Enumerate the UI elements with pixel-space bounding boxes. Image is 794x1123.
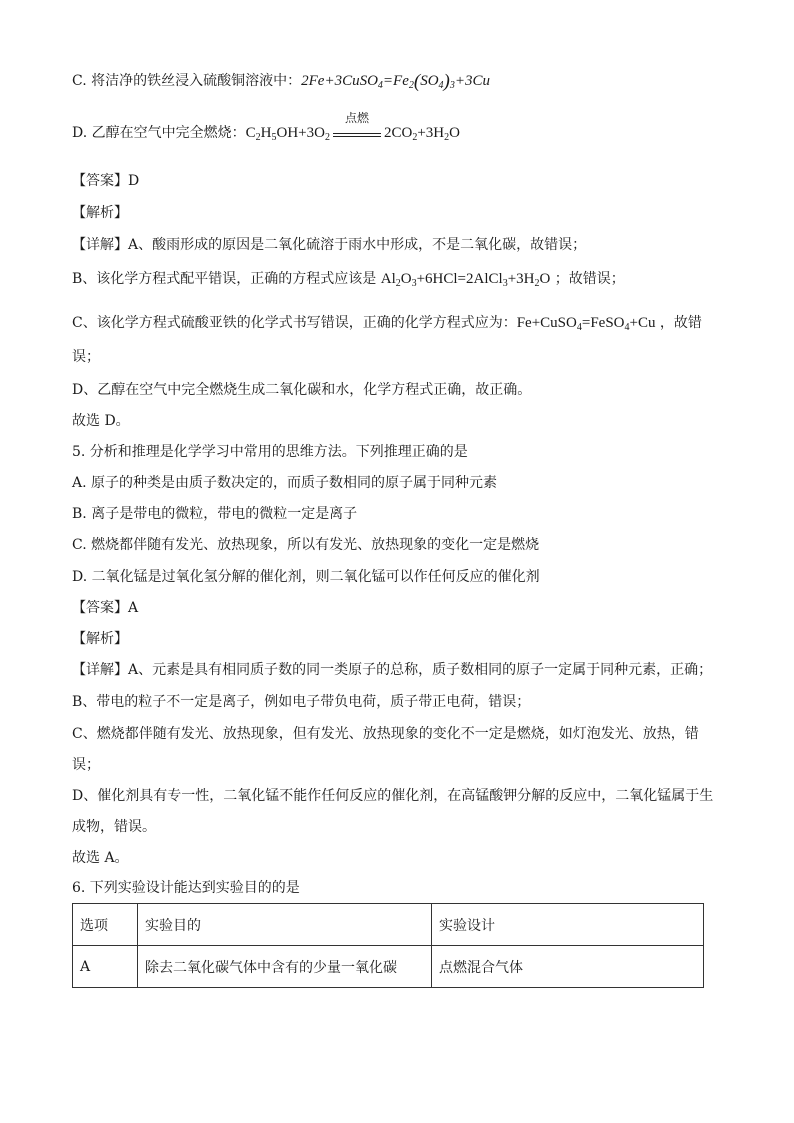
q5-analysis-label: 【解析】 <box>72 631 128 647</box>
table-cell: 除去二氧化碳气体中含有的少量一氧化碳 <box>138 946 432 988</box>
table-header-row <box>73 904 704 946</box>
table-cell: 点燃混合气体 <box>432 946 704 988</box>
q4-option-c <box>72 72 490 90</box>
q5-detail-b: B、带电的粒子不一定是离子，例如电子带负电荷，质子带正电荷，错误； <box>72 694 531 710</box>
q4-detail-a: 【详解】A、酸雨形成的原因是二氧化硫溶于雨水中形成，不是二氧化碳，故错误； <box>72 237 587 253</box>
experiment-table <box>72 903 704 988</box>
q5-detail-c: C、燃烧都伴随有发光、放热现象，但有发光、放热现象的变化不一定是燃烧，如灯泡发光、放热，错 <box>72 726 699 742</box>
reaction-condition: 点燃 <box>333 125 381 143</box>
table-row <box>73 946 704 988</box>
q4-conclusion: 故选 D。 <box>72 413 130 429</box>
q4-detail-c-continued: 误； <box>72 349 100 365</box>
q5-stem: 5. 分析和推理是化学学习中常用的思维方法。下列推理正确的是 <box>72 444 468 460</box>
q4-option-d-text: D. 乙醇在空气中完全燃烧： <box>72 125 246 141</box>
q4-detail-b-equation: $Al_2O_3+6HCl=2AlCl_3+3H_2O$ <box>380 271 551 289</box>
table-header-cell: 实验目的 <box>138 904 432 946</box>
q5-option-c: C. 燃烧都伴随有发光、放热现象，所以有发光、放热现象的变化一定是燃烧 <box>72 537 540 553</box>
q4-detail-c: C、该化学方程式硫酸亚铁的化学式书写错误，正确的化学方程式应为：Fe+CuSO$_4$=FeSO$_4$+Cu ，故错 <box>72 315 702 333</box>
q4-detail-c-equation: Fe+CuSO$_4$=FeSO$_4$+Cu <box>516 315 656 333</box>
table-cell: A <box>73 946 138 988</box>
q4-option-c-text: C. 将洁净的铁丝浸入硫酸铜溶液中： <box>72 73 302 89</box>
q4-option-d <box>72 110 460 143</box>
q4-analysis-label: 【解析】 <box>72 205 128 221</box>
table-header-cell: 实验设计 <box>432 904 704 946</box>
q4-option-d-equation: $C_2H_5OH+3O_2$ 点燃 $2CO_2+3H_2O$ <box>245 110 460 143</box>
q5-option-b: B. 离子是带电的微粒，带电的微粒一定是离子 <box>72 506 358 522</box>
q4-answer: 【答案】D <box>72 173 140 189</box>
q6-stem: 6. 下列实验设计能达到实验目的的是 <box>72 880 300 896</box>
q4-option-c-equation: $2Fe+3CuSO_4=Fe_2(SO_4)_3+3Cu$ <box>301 71 490 92</box>
q4-detail-d: D、乙醇在空气中完全燃烧生成二氧化碳和水，化学方程式正确，故正确。 <box>72 382 532 398</box>
q5-option-a: A. 原子的种类是由质子数决定的，而质子数相同的原子属于同种元素 <box>72 475 498 491</box>
q5-detail-c-continued: 误； <box>72 757 100 773</box>
q5-detail-a: 【详解】A、元素是具有相同质子数的同一类原子的总称，质子数相同的原子一定属于同种元素，正确； <box>72 662 713 678</box>
q5-option-d: D. 二氧化锰是过氧化氢分解的催化剂，则二氧化锰可以作任何反应的催化剂 <box>72 569 540 585</box>
q4-detail-b: B、该化学方程式配平错误，正确的方程式应该是 $Al_2O_3+6HCl=2AlCl_3+3H_2O$ ；故错误； <box>72 271 625 289</box>
table-header-cell: 选项 <box>73 904 138 946</box>
q5-answer: 【答案】A <box>72 600 139 616</box>
q5-conclusion: 故选 A。 <box>72 850 129 866</box>
q5-detail-d: D、催化剂具有专一性，二氧化锰不能作任何反应的催化剂，在高锰酸钾分解的反应中，二氧化锰属于生 <box>72 788 714 804</box>
q5-detail-d-continued: 成物，错误。 <box>72 819 156 835</box>
